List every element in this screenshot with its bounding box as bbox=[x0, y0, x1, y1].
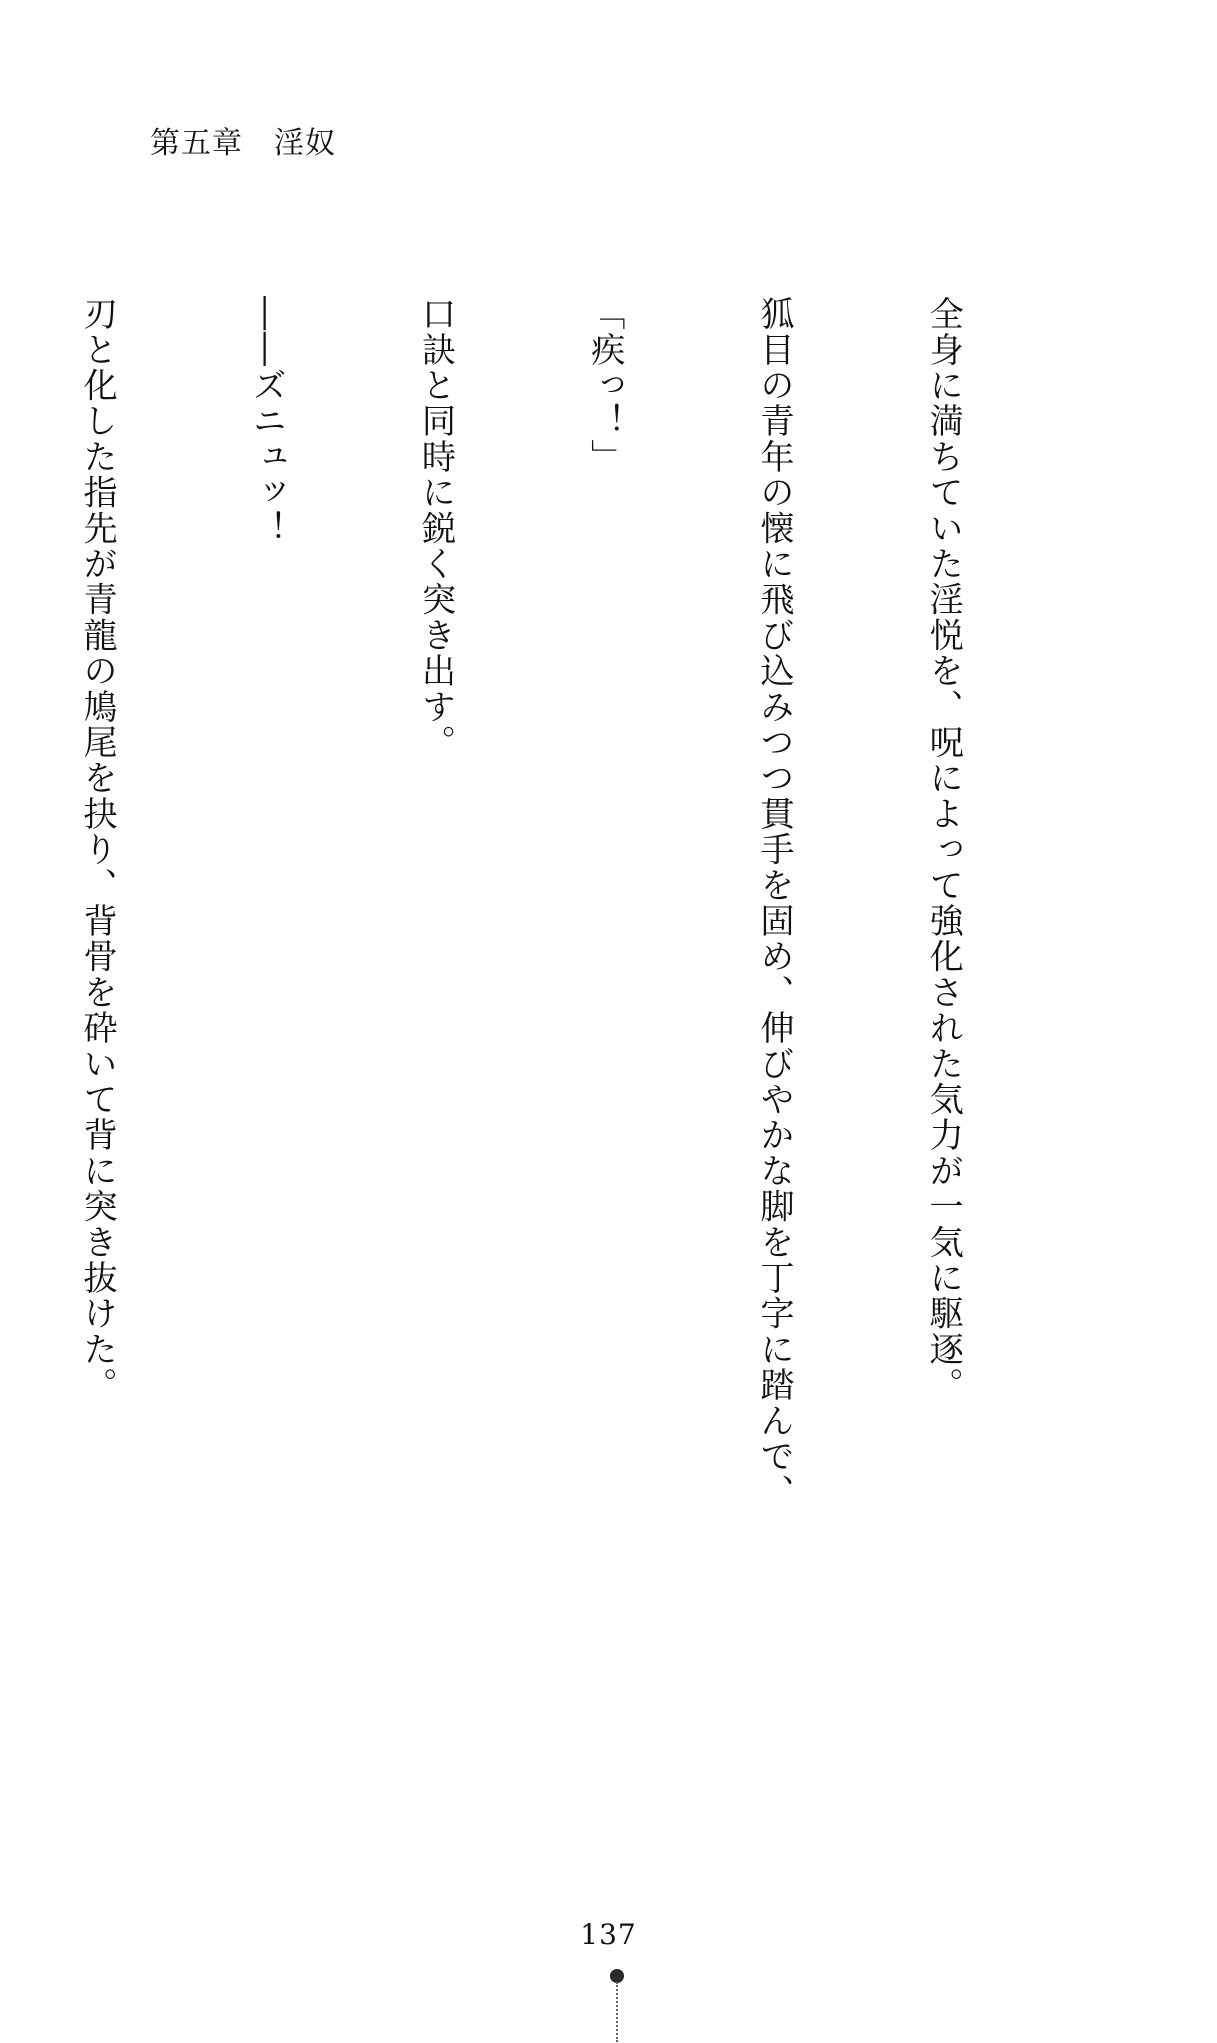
page-number: 137 bbox=[580, 1918, 637, 1951]
text-line: 刃と化した指先が青龍の鳩尾を抉り、背骨を砕いて背に突き抜けた。 bbox=[77, 296, 118, 1403]
text-line: 狐目の青年の懐に飛び込みつつ貫手を固め、伸びやかな脚を丁字に踏んで、 bbox=[753, 296, 794, 1510]
chapter-header: 第五章 淫奴 bbox=[150, 126, 336, 161]
body-text bbox=[0, 296, 1084, 1836]
text-line: ――ズニュッ！ bbox=[246, 296, 287, 546]
page-marker-line bbox=[616, 1982, 618, 2042]
page-marker-dot bbox=[610, 1969, 624, 1983]
text-line: 全身に満ちていた淫悦を、呪によって強化された気力が一気に駆逐。 bbox=[923, 296, 964, 1403]
text-line: 「疾っ！」 bbox=[584, 296, 625, 475]
text-line: 口訣と同時に鋭く突き出す。 bbox=[415, 296, 456, 761]
